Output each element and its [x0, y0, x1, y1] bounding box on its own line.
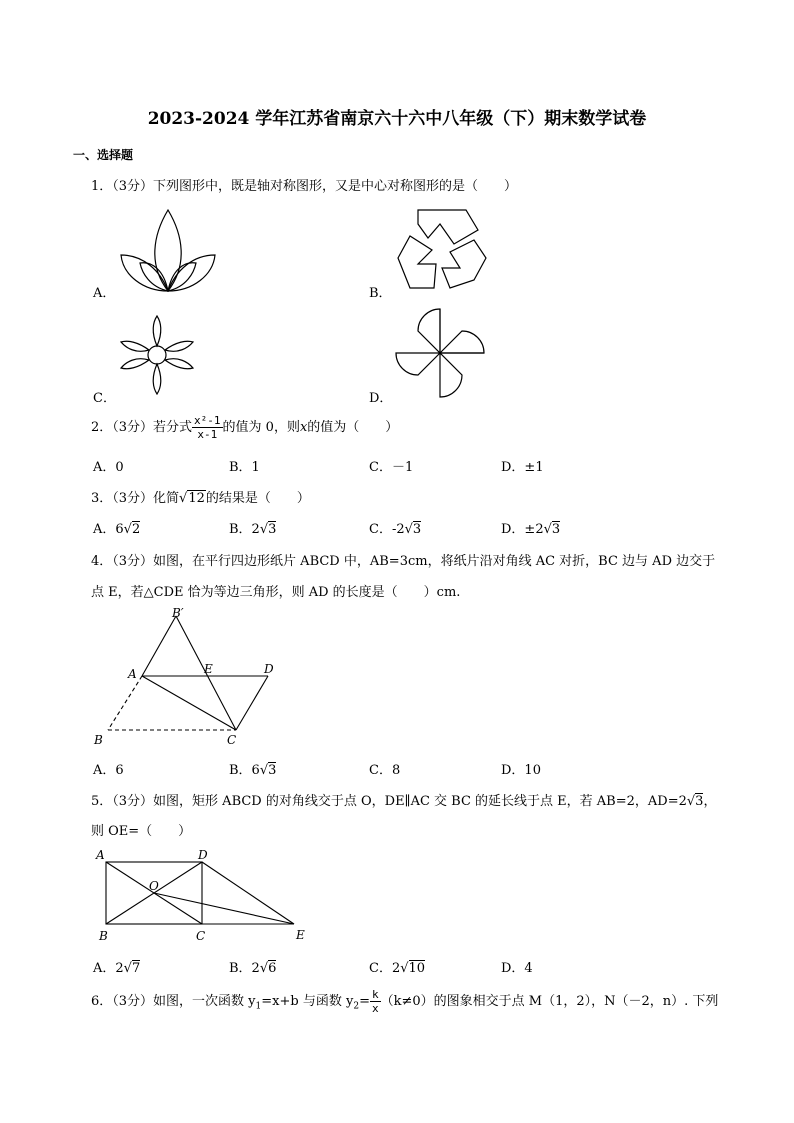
q6-mid1: =x+b 与函数 y	[261, 994, 354, 1009]
q3-suffix: 的结果是（ ）	[205, 491, 310, 506]
q2-option-c: C．－1	[369, 460, 414, 475]
q3-option-c: C．-2√3	[369, 522, 422, 537]
q5-label-b: B	[99, 929, 108, 943]
q6-sub1: 1	[255, 1001, 262, 1012]
q4-option-a: A．6	[93, 763, 124, 778]
q3-stem	[91, 487, 310, 506]
q5-line2: 则 OE=（ ）	[91, 824, 192, 839]
q6-stem	[91, 988, 718, 1015]
q3-prefix: 3．（3分）化简	[91, 491, 180, 506]
q3-radicand: 12	[188, 491, 205, 506]
q2-fraction	[192, 414, 223, 441]
q4-label-b: B	[94, 733, 103, 747]
q1-option-a: A．	[93, 286, 116, 301]
q4-option-d: D．10	[501, 763, 541, 778]
q2-suffix: 的值为（ ）	[307, 420, 399, 435]
q3-option-b-radicand: 3	[268, 522, 277, 537]
q4-label-e: E	[204, 662, 213, 676]
q2-option-b: B．1	[229, 460, 260, 475]
q1-option-b: B．	[369, 286, 392, 301]
q5-option-b: B．2√6	[229, 961, 277, 976]
q3-option-a-radicand: 2	[131, 522, 141, 537]
figure-parallelogram-fold	[90, 606, 290, 746]
q4-label-a: A	[128, 667, 137, 681]
q4-label-c: C	[227, 733, 237, 747]
figure-rectangle-diagonals	[94, 846, 314, 946]
q2-numerator: x²-1	[194, 414, 221, 427]
q5-line1-radicand: 3	[695, 794, 704, 809]
q2-prefix: 2．（3分）若分式	[91, 420, 193, 435]
q4-option-b-radicand: 3	[268, 763, 277, 778]
figure-recycle-hexagon	[394, 206, 490, 292]
q6-denominator: x	[371, 1002, 379, 1015]
q5-option-c-label: C．2	[369, 961, 401, 976]
q4-option-b: B．6√3	[229, 763, 277, 778]
q2-var: x	[299, 420, 308, 435]
figure-pinwheel	[394, 307, 488, 399]
figure-lotus	[118, 205, 218, 295]
q6-suffix: （k≠0）的图象相交于点 M（1，2），N（－2，n）. 下列	[380, 994, 719, 1009]
q2-denominator: x-1	[197, 428, 218, 441]
q2-stem	[91, 414, 398, 441]
q6-sub2: 2	[353, 1001, 360, 1012]
q6-prefix: 6．（3分）如图，一次函数 y	[91, 994, 256, 1009]
q1-option-d: D．	[369, 391, 393, 406]
q5-option-b-radicand: 6	[268, 961, 277, 976]
q3-sqrt: √12	[179, 491, 205, 506]
q3-option-c-label: C．-2	[369, 522, 405, 537]
q5-line1-end: ，	[703, 794, 717, 809]
q5-option-c: C．2√10	[369, 961, 426, 976]
q1-stem: 1．（3分）下列图形中，既是轴对称图形，又是中心对称图形的是（ ）	[91, 179, 518, 194]
q5-option-b-label: B．2	[229, 961, 260, 976]
q3-option-d-label: D．±2	[501, 522, 544, 537]
q4-option-c: C．8	[369, 763, 401, 778]
q2-option-a: A．0	[93, 460, 124, 475]
q2-option-d: D．±1	[501, 460, 544, 475]
q5-line1-text: 5．（3分）如图，矩形 ABCD 的对角线交于点 O，DE∥AC 交 BC 的延长线于点 E，若 AB=2，AD=2	[91, 794, 687, 809]
q3-option-b: B．2√3	[229, 522, 277, 537]
section-heading: 一、选择题	[73, 148, 134, 162]
figure-six-petal-flower	[118, 314, 196, 396]
q6-fraction	[370, 988, 381, 1015]
q3-option-d: D．±2√3	[501, 522, 561, 537]
q3-option-a-label: A．6	[93, 522, 124, 537]
q3-option-d-radicand: 3	[551, 522, 561, 537]
q3-option-c-radicand: 3	[412, 522, 422, 537]
page-title: 2023-2024 学年江苏省南京六十六中八年级（下）期末数学试卷	[147, 109, 647, 129]
q4-option-b-label: B．6	[229, 763, 260, 778]
q6-eq: =	[359, 994, 370, 1009]
q5-option-a-label: A．2	[93, 961, 124, 976]
q4-line2: 点 E，若△CDE 恰为等边三角形，则 AD 的长度是（ ）cm.	[91, 585, 461, 600]
q5-option-a: A．2√7	[93, 961, 141, 976]
q5-label-a: A	[96, 848, 105, 862]
q4-label-d: D	[264, 662, 274, 676]
q4-label-b-prime: B′	[172, 606, 184, 620]
q5-option-c-radicand: 10	[408, 961, 426, 976]
q2-mid: 的值为 0，则	[222, 420, 300, 435]
q5-label-c: C	[196, 929, 206, 943]
q5-label-e: E	[296, 928, 305, 942]
q3-option-a: A．6√2	[93, 522, 141, 537]
q1-option-c: C．	[93, 391, 116, 406]
q5-line1: 5．（3分）如图，矩形 ABCD 的对角线交于点 O，DE∥AC 交 BC 的延长线于点 E，若 AB=2，AD=2√3，	[91, 794, 717, 809]
q6-numerator: k	[371, 988, 379, 1001]
q5-option-d: D．4	[501, 961, 533, 976]
q5-label-d: D	[198, 848, 208, 862]
q3-option-b-label: B．2	[229, 522, 260, 537]
q5-label-o: O	[149, 879, 159, 893]
q5-option-a-radicand: 7	[131, 961, 141, 976]
q4-line1: 4．（3分）如图，在平行四边形纸片 ABCD 中，AB=3cm，将纸片沿对角线 AC 对折，BC 边与 AD 边交于	[91, 554, 716, 569]
